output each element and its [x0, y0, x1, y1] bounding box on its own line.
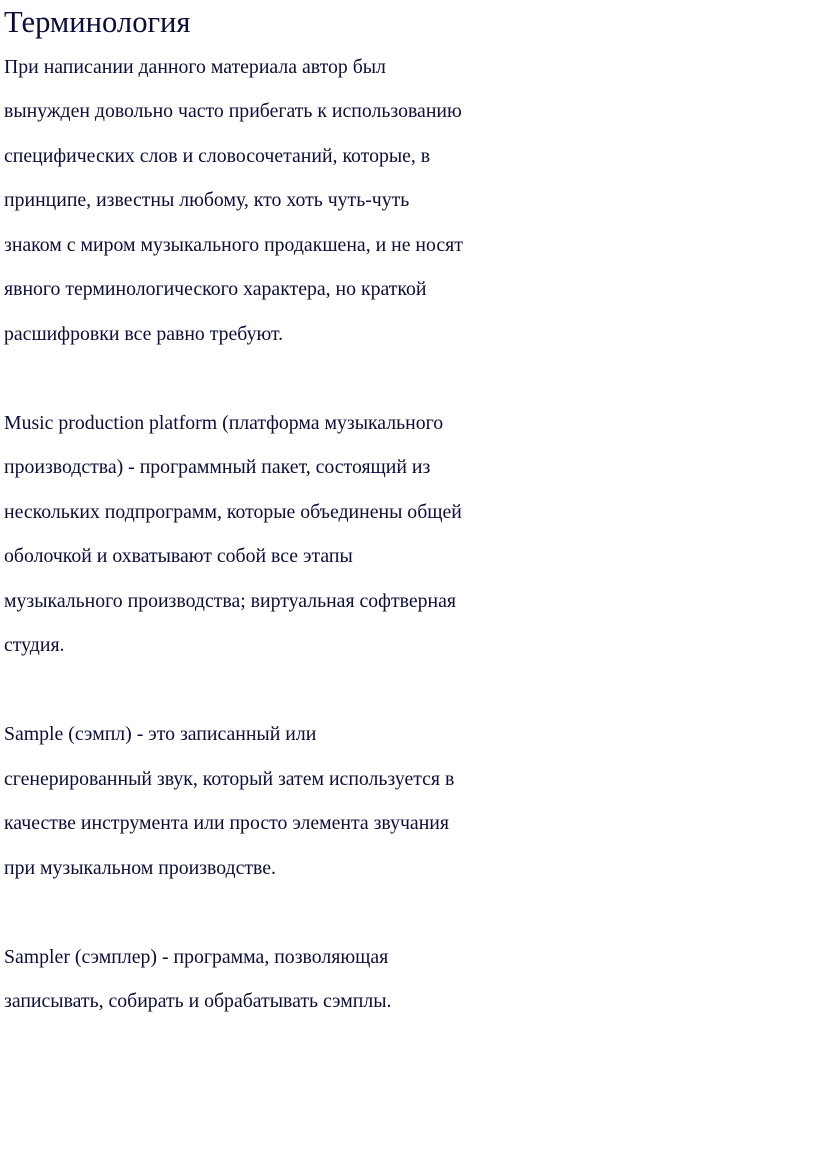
text-line: знаком с миром музыкального продакшена, и не носят [4, 233, 463, 256]
paragraph-music-production-platform [4, 401, 816, 668]
paragraph-gap [4, 668, 816, 713]
text-line: явного терминологического характера, но краткой [4, 278, 427, 300]
paragraph-gap [4, 890, 816, 935]
paragraph-sample [4, 712, 816, 890]
text-line: принципе, известны любому, кто хоть чуть-чуть [4, 189, 410, 211]
document-page [4, 0, 816, 1024]
text-line: записывать, собирать и обрабатывать сэмплы. [4, 990, 392, 1012]
text-line: Music production platform (платформа музыкального [4, 411, 444, 434]
document-title: Терминология [4, 5, 191, 39]
text-line: При написании данного материала автор был [4, 55, 386, 78]
text-line: производства) - программный пакет, состоящий из [4, 456, 431, 478]
text-line: специфических слов и словосочетаний, которые, в [4, 144, 431, 167]
text-line: студия. [4, 634, 65, 656]
text-line: Sample (сэмпл) - это записанный или [4, 723, 317, 745]
text-line: оболочкой и охватывают собой все этапы [4, 545, 353, 567]
text-line: сгенерированный звук, который затем используется в [4, 767, 455, 790]
text-line: нескольких подпрограмм, которые объединены общей [4, 500, 462, 523]
text-line: вынужден довольно часто прибегать к использованию [4, 100, 462, 122]
paragraph-intro [4, 45, 816, 357]
text-line: при музыкальном производстве. [4, 856, 276, 879]
paragraph-sampler [4, 935, 816, 1024]
text-line: Sampler (сэмплер) - программа, позволяющая [4, 945, 389, 968]
text-line: музыкального производства; виртуальная софтверная [4, 589, 457, 612]
text-line: качестве инструмента или просто элемента звучания [4, 812, 449, 834]
paragraph-gap [4, 356, 816, 401]
text-line: расшифровки все равно требуют. [4, 322, 284, 345]
